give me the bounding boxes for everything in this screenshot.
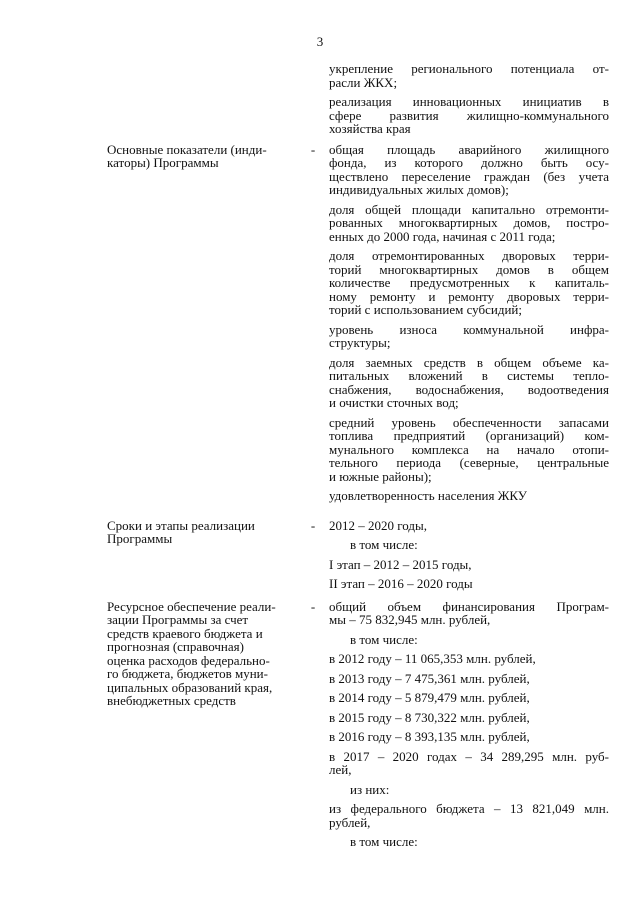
paragraph: [329, 489, 609, 503]
paragraph: [329, 652, 609, 666]
text-line: ществлено переселение граждан (без учета: [329, 168, 609, 184]
section-paragraphs: [329, 143, 609, 503]
section-dash: -: [310, 598, 316, 614]
text-line: укрепление регионального потенциала от-: [329, 61, 609, 76]
section-dash: -: [310, 517, 316, 533]
paragraph: [329, 672, 609, 686]
section-label: [107, 143, 297, 170]
text-line: мы – 75 832,945 млн. рублей,: [329, 612, 491, 627]
text-line: снабжения, водоснабжения, водоотведения: [329, 381, 609, 397]
paragraph: [329, 633, 609, 647]
text-line: хозяйства края: [329, 121, 411, 136]
label-line: зации Программы за счет: [107, 612, 249, 627]
section-label: [107, 600, 297, 708]
paragraph: [329, 62, 609, 89]
paragraph: [329, 203, 609, 244]
text-line: доля заемных средств в общем объеме ка-: [329, 354, 609, 370]
text-line: расли ЖКХ;: [329, 74, 398, 90]
section-timing: [0, 519, 640, 591]
text-line: из них:: [350, 781, 390, 797]
text-line: уровень износа коммунальной инфра-: [329, 321, 609, 337]
text-line: средний уровень обеспеченности запасами: [329, 414, 609, 430]
paragraph: [329, 143, 609, 197]
section-dash: -: [310, 141, 316, 157]
text-line: доля отремонтированных дворовых терри-: [329, 248, 609, 263]
text-line: питальных вложений в системы тепло-: [329, 368, 609, 383]
paragraph: [329, 600, 609, 627]
text-line: общий объем финансирования Програм-: [329, 598, 609, 614]
paragraph: [329, 95, 609, 136]
text-line: топлива предприятий (организаций) ком-: [329, 428, 609, 443]
label-line: внебюджетных средств: [107, 693, 236, 708]
section-indicators: [0, 143, 640, 503]
paragraph: [329, 802, 609, 829]
label-line: Основные показатели (инди-: [107, 141, 267, 157]
text-line: рублей,: [329, 814, 371, 830]
section-objectives-continued: [0, 62, 640, 136]
text-line: в том числе:: [350, 834, 418, 849]
label-line: Программы: [107, 531, 173, 546]
paragraph: [329, 323, 609, 350]
text-line: и очистки сточных вод;: [329, 395, 459, 410]
label-line: прогнозная (справочная): [107, 639, 244, 654]
text-line: удовлетворенность населения ЖКУ: [329, 488, 527, 503]
text-line: рованных многоквартирных домов, постро-: [329, 215, 609, 230]
text-line: I этап – 2012 – 2015 годы,: [329, 556, 472, 572]
label-line: Ресурсное обеспечение реали-: [107, 598, 276, 614]
text-line: енных до 2000 года, начиная с 2011 года;: [329, 228, 556, 244]
page-number: 3: [316, 34, 324, 49]
label-line: средств краевого бюджета и: [107, 625, 263, 641]
text-line: торий с использованием субсидий;: [329, 302, 522, 317]
text-line: мунального комплекса на начало отопи-: [329, 441, 609, 457]
text-line: в 2013 году – 7 475,361 млн. рублей,: [329, 670, 530, 686]
paragraph: [329, 577, 609, 591]
text-line: и южные районы);: [329, 468, 432, 484]
text-line: ному ремонту и ремонту дворовых терри-: [329, 288, 609, 304]
section-paragraphs: [329, 600, 609, 849]
paragraph: [329, 356, 609, 410]
label-line: го бюджета, бюджетов муни-: [107, 666, 268, 681]
text-line: реализация инновационных инициатив в: [329, 94, 609, 109]
text-line: II этап – 2016 – 2020 годы: [329, 576, 473, 591]
paragraph: [329, 519, 609, 533]
label-line: ципальных образований края,: [107, 679, 273, 695]
text-line: сфере развития жилищно-коммунального: [329, 107, 609, 123]
program-passport-table: [0, 62, 640, 849]
text-line: торий многоквартирных домов в общем: [329, 261, 609, 277]
paragraph: [329, 730, 609, 744]
text-line: в 2016 году – 8 393,135 млн. рублей,: [329, 729, 530, 744]
paragraph: [329, 691, 609, 705]
text-line: общая площадь аварийного жилищного: [329, 141, 609, 157]
paragraph: [329, 750, 609, 777]
section-label: [107, 519, 297, 546]
text-line: доля общей площади капитально отремонти-: [329, 201, 609, 217]
text-line: 2012 – 2020 годы,: [329, 517, 427, 533]
section-paragraphs: [329, 519, 609, 591]
text-line: структуры;: [329, 335, 391, 350]
paragraph: [329, 835, 609, 849]
text-line: в 2012 году – 11 065,353 млн. рублей,: [329, 651, 536, 666]
paragraph: [329, 249, 609, 317]
text-line: лей,: [329, 762, 352, 777]
text-line: количестве предусмотренных к капиталь-: [329, 275, 609, 290]
label-line: Сроки и этапы реализации: [107, 517, 255, 533]
text-line: из федерального бюджета – 13 821,049 млн.: [329, 801, 609, 816]
text-line: в том числе:: [350, 631, 418, 647]
paragraph: [329, 416, 609, 484]
paragraph: [329, 783, 609, 797]
label-line: каторы) Программы: [107, 155, 219, 170]
text-line: фонда, из которого должно быть осу-: [329, 155, 609, 170]
section-paragraphs: [329, 62, 609, 136]
paragraph: [329, 538, 609, 552]
paragraph: [329, 558, 609, 572]
text-line: в 2014 году – 5 879,479 млн. рублей,: [329, 690, 530, 705]
label-line: оценка расходов федерально-: [107, 652, 270, 668]
paragraph: [329, 711, 609, 725]
section-funding: [0, 600, 640, 849]
text-line: в том числе:: [350, 537, 418, 552]
text-line: индивидуальных жилых домов);: [329, 182, 509, 197]
text-line: в 2017 – 2020 годах – 34 289,295 млн. руб-: [329, 748, 609, 764]
text-line: тельного периода (северные, центральные: [329, 455, 609, 470]
text-line: в 2015 году – 8 730,322 млн. рублей,: [329, 709, 530, 725]
